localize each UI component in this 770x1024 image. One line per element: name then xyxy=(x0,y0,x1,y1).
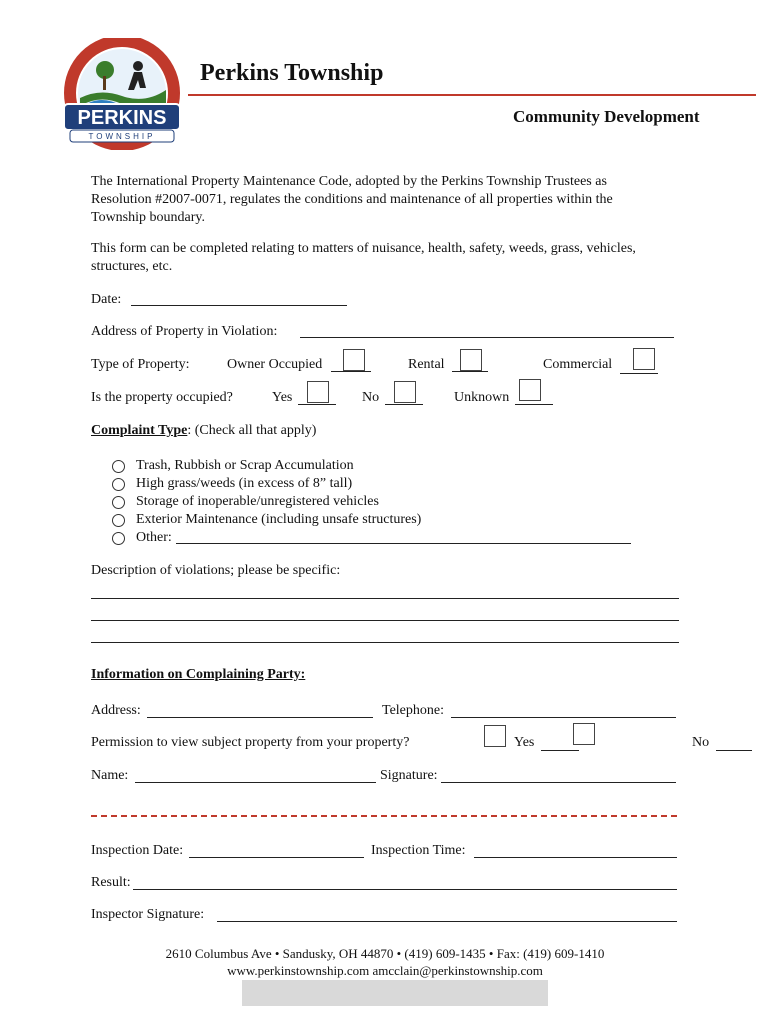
logo-word: PERKINS xyxy=(77,107,167,129)
property-type-label: Type of Property: xyxy=(91,357,190,372)
section-divider xyxy=(91,815,677,817)
occupied-yes-checkbox[interactable] xyxy=(307,381,329,403)
complaint-other-field[interactable] xyxy=(176,543,631,544)
permission-no-label: No xyxy=(692,735,710,750)
inspector-signature-field[interactable] xyxy=(217,921,677,922)
complaint-option-vehicles: Storage of inoperable/unregistered vehicles xyxy=(136,494,379,509)
description-label: Description of violations; please be specific: xyxy=(91,563,341,578)
complaint-option-grass: High grass/weeds (in excess of 8” tall) xyxy=(136,476,353,491)
complainant-telephone-field[interactable] xyxy=(451,717,676,718)
inspection-date-label: Inspection Date: xyxy=(91,843,184,858)
intro-line-3: Township boundary. xyxy=(91,210,205,225)
result-label: Result: xyxy=(91,875,131,890)
footer-bar xyxy=(242,980,548,1006)
result-field[interactable] xyxy=(133,889,677,890)
owner-occupied-label: Owner Occupied xyxy=(227,357,323,372)
logo-sub: TOWNSHIP xyxy=(88,132,156,141)
complaint-option-trash: Trash, Rubbish or Scrap Accumulation xyxy=(136,458,354,473)
occupied-yes-label: Yes xyxy=(272,390,293,405)
complaint-option-exterior: Exterior Maintenance (including unsafe structures) xyxy=(136,512,422,527)
rental-label: Rental xyxy=(408,357,445,372)
complainant-name-label: Name: xyxy=(91,768,129,783)
inspection-time-field[interactable] xyxy=(474,857,677,858)
complaint-option-other: Other: xyxy=(136,530,172,545)
inspector-signature-label: Inspector Signature: xyxy=(91,907,205,922)
intro-line-2: Resolution #2007-0071, regulates the conditions and maintenance of all properties within the xyxy=(91,192,613,207)
occupied-unknown-checkbox[interactable] xyxy=(519,379,541,401)
intro-line-1: The International Property Maintenance Code, adopted by the Perkins Township Trustees as xyxy=(91,174,607,189)
date-label: Date: xyxy=(91,292,122,307)
inspection-time-label: Inspection Time: xyxy=(371,843,466,858)
complainant-telephone-label: Telephone: xyxy=(382,703,444,718)
owner-occupied-checkbox[interactable] xyxy=(343,349,365,371)
footer-address: 2610 Columbus Ave • Sandusky, OH 44870 • (419) 609-1435 • Fax: (419) 609-1410 xyxy=(165,946,605,961)
township-logo xyxy=(60,38,188,150)
rental-checkbox[interactable] xyxy=(460,349,482,371)
complainant-address-field[interactable] xyxy=(147,717,373,718)
date-field[interactable] xyxy=(131,305,347,306)
complaint-radio-grass[interactable] xyxy=(112,478,125,491)
header-rule xyxy=(188,94,756,96)
complaint-radio-trash[interactable] xyxy=(112,460,125,473)
occupied-unknown-label: Unknown xyxy=(454,390,510,405)
complaint-radio-exterior[interactable] xyxy=(112,514,125,527)
complaint-type-note: : (Check all that apply) xyxy=(187,423,317,438)
org-name: Perkins Township xyxy=(200,60,384,86)
description-line-3[interactable] xyxy=(91,642,679,643)
commercial-label: Commercial xyxy=(543,357,613,372)
permission-yes-checkbox[interactable] xyxy=(484,725,506,747)
complainant-signature-label: Signature: xyxy=(380,768,438,783)
inspection-date-field[interactable] xyxy=(189,857,364,858)
complainant-name-field[interactable] xyxy=(135,782,376,783)
permission-yes-label: Yes xyxy=(514,735,535,750)
complaint-type-title: Complaint Type xyxy=(91,423,188,438)
occupied-no-label: No xyxy=(362,390,380,405)
commercial-checkbox[interactable] xyxy=(633,348,655,370)
complainant-heading: Information on Complaining Party: xyxy=(91,667,306,682)
complainant-address-label: Address: xyxy=(91,703,141,718)
permission-no-checkbox[interactable] xyxy=(573,723,595,745)
occupied-no-checkbox[interactable] xyxy=(394,381,416,403)
occupied-label: Is the property occupied? xyxy=(91,390,233,405)
intro-line-4: This form can be completed relating to matters of nuisance, health, safety, weeds, grass, vehicles, xyxy=(91,241,636,256)
description-line-1[interactable] xyxy=(91,598,679,599)
complaint-type-heading xyxy=(91,423,316,439)
property-address-label: Address of Property in Violation: xyxy=(91,324,278,339)
complaint-radio-vehicles[interactable] xyxy=(112,496,125,509)
footer-contact: www.perkinstownship.com amcclain@perkinstownship.com xyxy=(227,963,543,978)
complainant-signature-field[interactable] xyxy=(441,782,676,783)
complaint-radio-other[interactable] xyxy=(112,532,125,545)
permission-label: Permission to view subject property from your property? xyxy=(91,735,410,750)
dept-name: Community Development xyxy=(513,107,700,126)
description-line-2[interactable] xyxy=(91,620,679,621)
property-address-field[interactable] xyxy=(300,337,674,338)
intro-line-5: structures, etc. xyxy=(91,259,173,274)
